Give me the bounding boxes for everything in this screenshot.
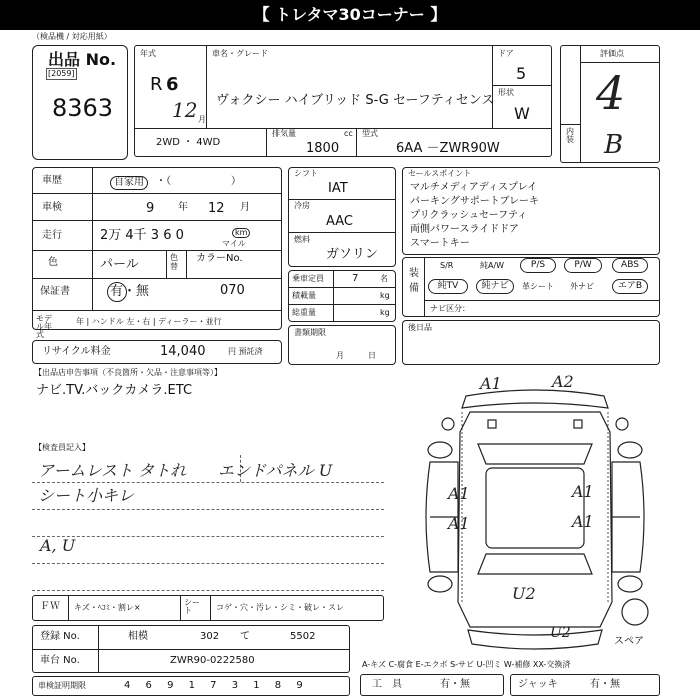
history-box (32, 167, 282, 330)
chassis-label: 車台 No. (40, 655, 80, 666)
navi-label: ナビ区分： (430, 304, 470, 313)
sales-line: スマートキー (410, 238, 470, 249)
color-no-value: 070 (220, 283, 245, 298)
door-value: 5 (516, 64, 527, 83)
capacity-unit: 名 (380, 274, 388, 283)
jack-label: ジャッキ (518, 679, 558, 690)
inspector-title: 【検査員記入】 (34, 443, 90, 452)
interior-value: B (604, 130, 624, 160)
diagram-mark: A1 (448, 514, 470, 533)
sales-title: セールスポイント (408, 169, 472, 178)
color-value: パール (100, 257, 139, 272)
ac-label: 冷房 (294, 201, 310, 210)
month-value: 12 (172, 98, 198, 122)
type-label: 型式 (362, 129, 378, 138)
tool-label: 工 具 (372, 679, 402, 690)
posttext-label: 後日品 (408, 323, 432, 332)
load-unit: kg (380, 291, 390, 300)
lot-sub: [2059] (48, 69, 75, 78)
reg-num: 302 (200, 631, 220, 642)
model-year-value: 年 | ハンドル 左・右 | ディーラー・並行 (76, 317, 222, 326)
year-label: 年式 (140, 49, 156, 58)
reg-place: 相模 (128, 631, 148, 642)
diagram-mark: A1 (572, 512, 594, 531)
fw-label: ＦＷ (40, 601, 60, 612)
cert-label: 車検証明期限 (38, 681, 86, 690)
drive-value: 2WD ・ 4WD (156, 137, 221, 148)
sales-line: マルチメディアディスプレイ (410, 182, 538, 193)
shape-value: W (514, 104, 530, 123)
weight-unit: kg (380, 308, 390, 317)
sales-line: プリクラッシュセーフティ (410, 210, 528, 221)
diagram-mark: A2 (552, 372, 574, 391)
equip-sr: S/R (440, 261, 454, 270)
equip-tv: 純TV (428, 279, 468, 294)
lot-number: 8363 (52, 94, 114, 122)
color-change-label: 色替 (170, 253, 178, 271)
inspection-label: 車検 (42, 202, 62, 213)
warranty-label: 保証書 (40, 286, 70, 297)
shift-label: シフト (294, 169, 318, 178)
model-year-label: モデル年式 (36, 314, 52, 339)
jack-value: 有・無 (590, 679, 620, 690)
diagram-mark: U2 (512, 584, 536, 603)
score-label: 評価点 (600, 49, 624, 58)
equip-leather: 革シート (522, 282, 554, 291)
capacity-label: 乗車定員 (292, 274, 324, 283)
model-label: 車名・グレード (212, 49, 268, 58)
recycle-value: 14,040 (160, 344, 206, 359)
warranty-value: 有・無 (110, 284, 150, 299)
seat-label: シート (184, 598, 200, 615)
mileage-label: 走行 (42, 230, 62, 241)
year-value: 6 (166, 74, 179, 95)
history-rest: ・（ ） (156, 176, 241, 187)
sales-line: パーキングサポートブレーキ (410, 196, 539, 207)
diagram-mark: A1 (572, 482, 594, 501)
docs-label: 書類期限 (294, 328, 326, 337)
spare-label: スペア (614, 636, 644, 647)
month-unit: 月 (198, 115, 206, 124)
fuel-label: 燃料 (294, 235, 310, 244)
car-diagram (400, 372, 670, 662)
recycle-unit: 円 預託済 (228, 347, 263, 356)
chassis-value: ZWR90-0222580 (170, 655, 255, 666)
shape-label: 形状 (498, 88, 514, 97)
recycle-label: リサイクル料金 (42, 346, 111, 357)
score-value: 4 (596, 66, 626, 120)
history-label: 車歴 (42, 175, 62, 186)
equip-navi: 純ナビ (476, 279, 514, 294)
equip-ps: P/S (520, 258, 556, 273)
reg-no: 5502 (290, 631, 316, 642)
displacement-label: 排気量 (272, 129, 296, 138)
inspector-line1b: エンドパネル U (218, 461, 333, 480)
ac-value: AAC (326, 214, 353, 229)
color-no-label: カラーNo. (196, 253, 243, 264)
sales-line: 両側パワースライドドア (410, 224, 519, 235)
fuel-value: ガソリン (326, 247, 379, 262)
equip-abs: ABS (612, 258, 648, 273)
posttext-box (402, 320, 660, 365)
mileage-unit-mile: マイル (222, 239, 246, 248)
reg-kana: て (240, 631, 250, 642)
inspector-line1: アームレスト タトれ (38, 461, 187, 480)
displacement-value: 1800 (306, 141, 340, 156)
tool-value: 有・無 (440, 679, 470, 690)
diagram-mark: A1 (448, 484, 470, 503)
docs-unit: 月 日 (336, 351, 376, 360)
type-value: 6AA －ZWR90W (396, 141, 500, 156)
cert-value: 4 6 9 1 7 3 1 8 9 (124, 680, 309, 691)
shift-value: IAT (328, 181, 348, 196)
seller-title: 【出品店申告事項（不良箇所・欠品・注意事項等）】 (34, 368, 222, 377)
history-value: 自家用 (110, 176, 148, 190)
diagram-mark: A1 (480, 374, 502, 393)
door-label: ドア (498, 49, 514, 58)
diagram-mark: U2 (550, 625, 571, 641)
model-value: ヴォクシー ハイブリッド S-G セーフティセンス (216, 93, 495, 108)
reg-label: 登録 No. (40, 631, 80, 642)
weight-label: 総重量 (292, 308, 316, 317)
inspection-month-unit: 月 (240, 202, 250, 213)
equip-aw: 純A/W (480, 261, 505, 270)
equip-pw: P/W (564, 258, 602, 273)
inspector-line2: シート小キレ (38, 486, 134, 505)
flag-label: （検品機 / 対応用紙） (32, 32, 112, 41)
color-label: 色 (48, 257, 58, 268)
mileage-unit-km: km (232, 228, 250, 238)
seller-text: ナビ.TV.バックカメラ.ETC (36, 383, 193, 398)
displacement-unit: cc (344, 129, 353, 138)
year-era: R (150, 74, 163, 95)
mileage-value: 2万 4千 3 6 0 (100, 228, 184, 243)
inspection-year: 9 (146, 201, 155, 216)
capacity-value: 7 (352, 273, 359, 284)
warranty-circle (107, 282, 127, 302)
inspector-line3: A, U (40, 536, 76, 555)
fw-items: キズ・ﾍｺﾐ・割レ× (74, 603, 141, 612)
equip-extnavi: 外ナビ (570, 282, 594, 291)
seat-items: コゲ・穴・汚レ・シミ・破レ・スレ (216, 603, 344, 612)
inspection-year-unit: 年 (178, 202, 188, 213)
header-title: 【 トレタマ30コーナー 】 (253, 5, 447, 24)
lot-label: 出品 No. (48, 50, 117, 69)
damage-legend: A-キズ C-腐食 E-エクボ S-サビ U-凹ミ W-補修 XX-交換済 (362, 660, 571, 669)
load-label: 積載量 (292, 291, 316, 300)
equip-label: 装備 (409, 268, 419, 294)
interior-label: 内装 (566, 127, 574, 144)
inspection-month: 12 (208, 201, 225, 216)
equip-airbag: エアB (612, 279, 648, 294)
